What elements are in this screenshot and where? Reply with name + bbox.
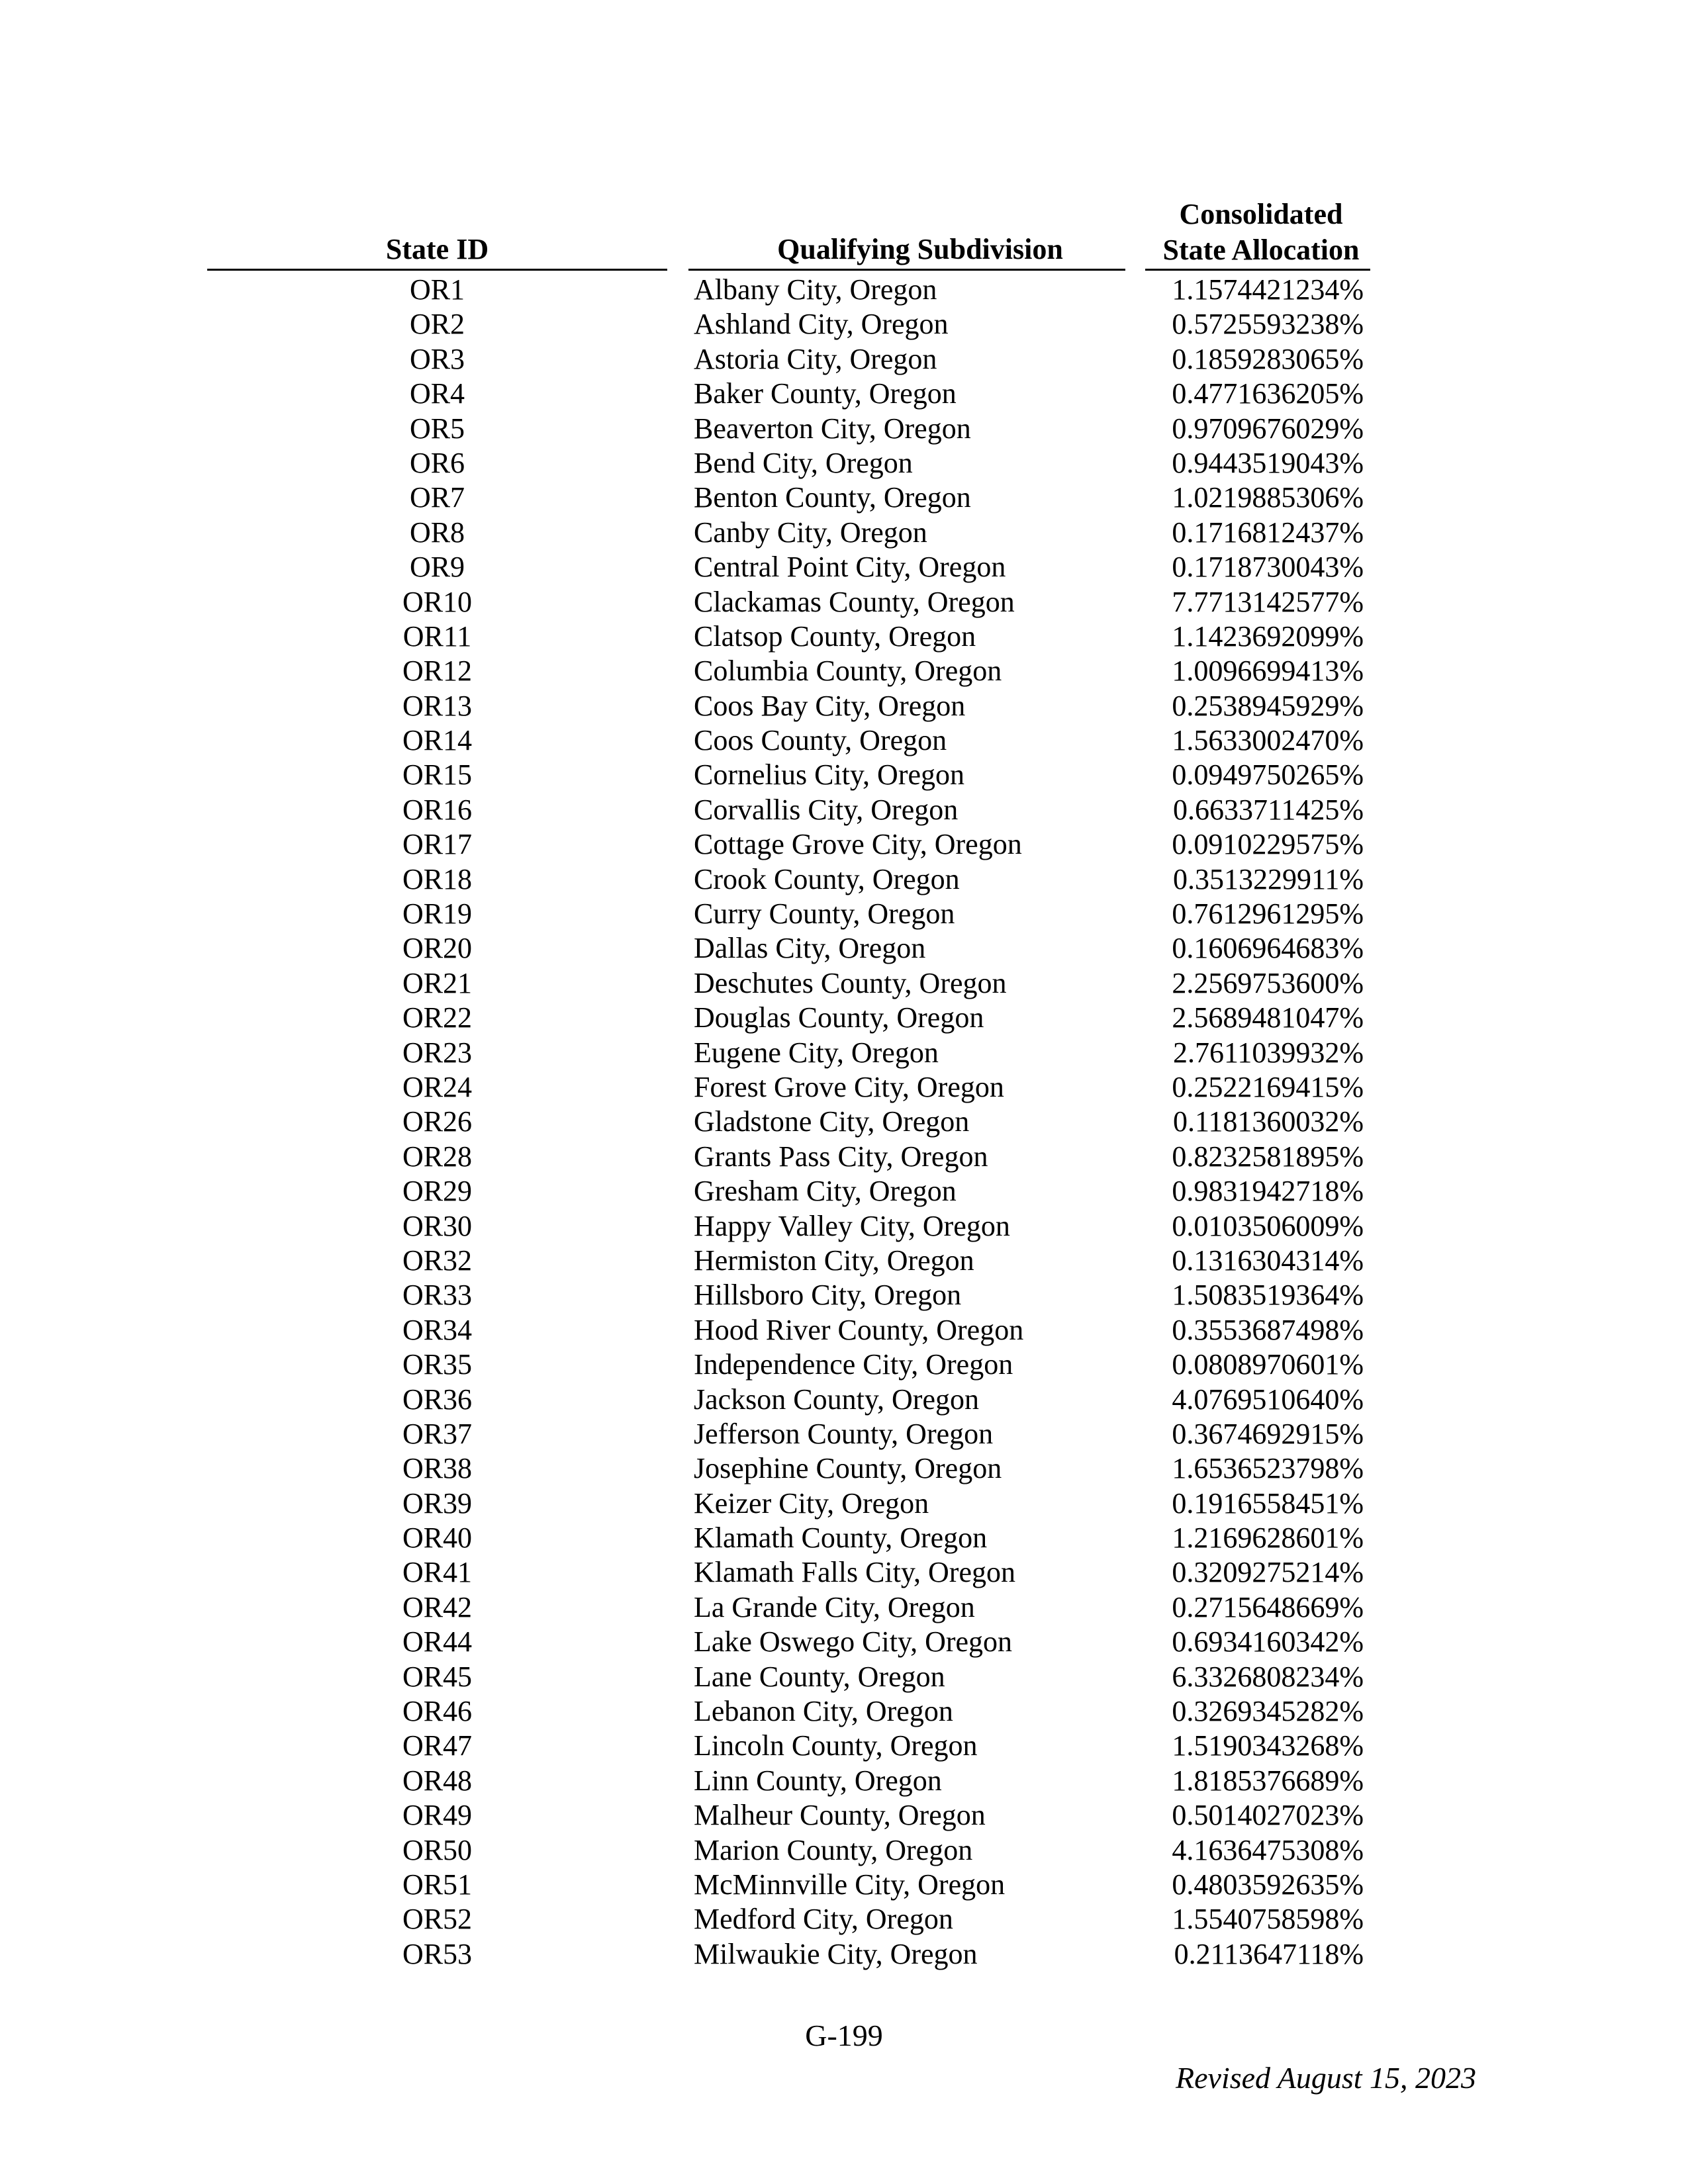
table-row [0, 897, 1688, 931]
subdivision-cell: Eugene City, Oregon [694, 1036, 939, 1069]
allocation-cell: 0.0949750265% [1172, 758, 1364, 792]
subdivision-cell: Klamath County, Oregon [694, 1522, 988, 1555]
table-row [0, 1521, 1688, 1555]
subdivision-cell: Marion County, Oregon [694, 1833, 973, 1866]
state-id-cell: OR32 [402, 1244, 473, 1277]
subdivision-cell: Clackamas County, Oregon [694, 585, 1015, 618]
state-id-cell: OR16 [402, 793, 473, 826]
state-id-cell: OR47 [402, 1729, 473, 1762]
header-state-id: State ID [385, 233, 489, 265]
state-id-cell: OR11 [402, 619, 472, 653]
state-id-cell: OR29 [402, 1175, 473, 1208]
table-row [0, 1902, 1688, 1936]
table-row [0, 1140, 1688, 1174]
allocation-cell: 0.6633711425% [1172, 793, 1364, 826]
subdivision-cell: McMinnville City, Oregon [694, 1868, 1006, 1901]
table-row [0, 273, 1688, 307]
table-row [0, 827, 1688, 862]
allocation-cell: 7.7713142577% [1172, 585, 1364, 618]
allocation-cell: 1.5190343268% [1172, 1729, 1364, 1762]
allocation-cell: 0.1859283065% [1172, 342, 1364, 375]
subdivision-cell: Central Point City, Oregon [694, 551, 1006, 584]
allocation-cell: 1.8185376689% [1172, 1764, 1364, 1797]
subdivision-cell: Happy Valley City, Oregon [694, 1209, 1010, 1242]
allocation-cell: 0.1606964683% [1172, 932, 1364, 965]
subdivision-cell: Gresham City, Oregon [694, 1175, 957, 1208]
table-row [0, 1036, 1688, 1070]
state-id-cell: OR17 [402, 828, 473, 861]
allocation-cell: 0.3513229911% [1172, 862, 1364, 895]
subdivision-cell: Hermiston City, Oregon [694, 1244, 974, 1277]
allocation-cell: 0.4771636205% [1172, 377, 1364, 410]
table-row [0, 1417, 1688, 1451]
allocation-cell: 0.3269345282% [1172, 1695, 1364, 1728]
subdivision-cell: Jackson County, Oregon [694, 1383, 979, 1416]
subdivision-cell: Deschutes County, Oregon [694, 966, 1007, 999]
table-row [0, 1451, 1688, 1486]
state-id-cell: OR36 [402, 1383, 473, 1416]
state-id-cell: OR53 [402, 1937, 473, 1970]
state-id-cell: OR5 [409, 412, 465, 445]
table-row [0, 1625, 1688, 1659]
state-id-cell: OR20 [402, 932, 473, 965]
subdivision-cell: Grants Pass City, Oregon [694, 1140, 988, 1173]
table-row [0, 516, 1688, 550]
allocation-cell: 0.1316304314% [1172, 1244, 1364, 1277]
state-id-cell: OR50 [402, 1833, 473, 1866]
allocation-cell: 0.9709676029% [1172, 412, 1364, 445]
subdivision-cell: Milwaukie City, Oregon [694, 1937, 978, 1970]
table-row [0, 1209, 1688, 1244]
allocation-cell: 2.7611039932% [1172, 1036, 1364, 1069]
allocation-cell: 1.1574421234% [1172, 273, 1364, 306]
allocation-cell: 0.3553687498% [1172, 1313, 1364, 1346]
subdivision-cell: Coos Bay City, Oregon [694, 689, 966, 722]
subdivision-cell: Dallas City, Oregon [694, 932, 926, 965]
table-row [0, 550, 1688, 584]
state-id-cell: OR41 [402, 1556, 473, 1589]
allocation-cell: 0.3209275214% [1172, 1556, 1364, 1589]
subdivision-cell: Cornelius City, Oregon [694, 758, 964, 792]
allocation-cell: 0.2715648669% [1172, 1590, 1364, 1623]
subdivision-cell: Ashland City, Oregon [694, 308, 949, 341]
allocation-cell: 4.0769510640% [1172, 1383, 1364, 1416]
subdivision-cell: Columbia County, Oregon [694, 655, 1002, 688]
state-id-cell: OR30 [402, 1209, 473, 1242]
page-number: G-199 [805, 2019, 883, 2052]
table-row [0, 1070, 1688, 1105]
table-row [0, 446, 1688, 480]
state-id-cell: OR52 [402, 1903, 473, 1936]
subdivision-cell: Lane County, Oregon [694, 1660, 945, 1693]
table-row [0, 966, 1688, 1001]
allocation-cell: 0.1181360032% [1172, 1105, 1364, 1138]
state-id-cell: OR48 [402, 1764, 473, 1797]
table-row [0, 1868, 1688, 1902]
subdivision-cell: Malheur County, Oregon [694, 1799, 986, 1832]
subdivision-cell: Independence City, Oregon [694, 1348, 1013, 1381]
allocation-cell: 1.0219885306% [1172, 481, 1364, 514]
allocation-cell: 1.5633002470% [1172, 724, 1364, 757]
state-id-cell: OR38 [402, 1452, 473, 1485]
table-row [0, 1244, 1688, 1278]
state-id-cell: OR35 [402, 1348, 473, 1381]
subdivision-cell: Hillsboro City, Oregon [694, 1279, 962, 1312]
state-id-cell: OR3 [409, 342, 465, 375]
table-row [0, 480, 1688, 515]
table-row [0, 723, 1688, 758]
state-id-cell: OR39 [402, 1486, 473, 1520]
allocation-cell: 0.9443519043% [1172, 446, 1364, 479]
table-row [0, 585, 1688, 619]
table-row [0, 1383, 1688, 1417]
subdivision-cell: Baker County, Oregon [694, 377, 957, 410]
subdivision-cell: Curry County, Oregon [694, 897, 955, 931]
state-id-cell: OR14 [402, 724, 473, 757]
table-row [0, 1764, 1688, 1798]
header-rule-allocation [1145, 269, 1370, 271]
allocation-cell: 0.8232581895% [1172, 1140, 1364, 1173]
subdivision-cell: Linn County, Oregon [694, 1764, 942, 1797]
state-id-cell: OR9 [409, 551, 465, 584]
table-row [0, 758, 1688, 792]
state-id-cell: OR22 [402, 1001, 473, 1034]
subdivision-cell: Coos County, Oregon [694, 724, 947, 757]
table-row [0, 377, 1688, 411]
state-id-cell: OR21 [402, 966, 473, 999]
state-id-cell: OR4 [409, 377, 465, 410]
state-id-cell: OR49 [402, 1799, 473, 1832]
allocation-cell: 1.0096699413% [1172, 655, 1364, 688]
subdivision-cell: Clatsop County, Oregon [694, 619, 976, 653]
subdivision-cell: Lebanon City, Oregon [694, 1695, 953, 1728]
subdivision-cell: Hood River County, Oregon [694, 1313, 1024, 1346]
allocation-cell: 0.5014027023% [1172, 1799, 1364, 1832]
state-id-cell: OR46 [402, 1695, 473, 1728]
subdivision-cell: Klamath Falls City, Oregon [694, 1556, 1015, 1589]
allocation-cell: 1.1423692099% [1172, 619, 1364, 653]
state-id-cell: OR51 [402, 1868, 473, 1901]
header-allocation-line-1: Consolidated [1179, 198, 1343, 230]
table-row [0, 1798, 1688, 1833]
table-row [0, 1313, 1688, 1347]
table-row [0, 342, 1688, 377]
table-row [0, 1001, 1688, 1035]
subdivision-cell: La Grande City, Oregon [694, 1590, 975, 1623]
allocation-cell: 0.0808970601% [1172, 1348, 1364, 1381]
subdivision-cell: Corvallis City, Oregon [694, 793, 959, 826]
allocation-cell: 0.9831942718% [1172, 1175, 1364, 1208]
allocation-cell: 2.5689481047% [1172, 1001, 1364, 1034]
state-id-cell: OR28 [402, 1140, 473, 1173]
subdivision-cell: Beaverton City, Oregon [694, 412, 971, 445]
state-id-cell: OR15 [402, 758, 473, 792]
allocation-cell: 0.1716812437% [1172, 516, 1364, 549]
header-rule-state-id [207, 269, 667, 271]
table-row [0, 619, 1688, 654]
state-id-cell: OR2 [409, 308, 465, 341]
table-row [0, 793, 1688, 827]
allocation-cell: 1.6536523798% [1172, 1452, 1364, 1485]
subdivision-cell: Crook County, Oregon [694, 862, 960, 895]
allocation-cell: 0.5725593238% [1172, 308, 1364, 341]
state-id-cell: OR6 [409, 446, 465, 479]
allocation-cell: 1.2169628601% [1172, 1522, 1364, 1555]
state-id-cell: OR19 [402, 897, 473, 931]
table-row [0, 1660, 1688, 1694]
table-row [0, 1105, 1688, 1139]
state-id-cell: OR44 [402, 1625, 473, 1659]
table-row [0, 1729, 1688, 1763]
allocation-cell: 1.5540758598% [1172, 1903, 1364, 1936]
allocation-cell: 6.3326808234% [1172, 1660, 1364, 1693]
table-row [0, 412, 1688, 446]
subdivision-cell: Gladstone City, Oregon [694, 1105, 970, 1138]
allocation-table-body [0, 273, 1688, 1972]
subdivision-cell: Lincoln County, Oregon [694, 1729, 978, 1762]
state-id-cell: OR40 [402, 1522, 473, 1555]
state-id-cell: OR12 [402, 655, 473, 688]
state-id-cell: OR34 [402, 1313, 473, 1346]
header-qualifying-subdivision: Qualifying Subdivision [777, 233, 1063, 265]
subdivision-cell: Keizer City, Oregon [694, 1486, 929, 1520]
subdivision-cell: Albany City, Oregon [694, 273, 937, 306]
header-consolidated-state-allocation [1152, 197, 1370, 268]
subdivision-cell: Benton County, Oregon [694, 481, 971, 514]
table-row [0, 1833, 1688, 1868]
table-row [0, 307, 1688, 341]
table-row [0, 654, 1688, 688]
state-id-cell: OR33 [402, 1279, 473, 1312]
allocation-cell: 0.2522169415% [1172, 1070, 1364, 1103]
allocation-cell: 0.2538945929% [1172, 689, 1364, 722]
allocation-cell: 0.0103506009% [1172, 1209, 1364, 1242]
allocation-cell: 0.0910229575% [1172, 828, 1364, 861]
subdivision-cell: Jefferson County, Oregon [694, 1417, 994, 1450]
allocation-cell: 0.2113647118% [1174, 1937, 1364, 1970]
table-row [0, 862, 1688, 897]
subdivision-cell: Medford City, Oregon [694, 1903, 953, 1936]
allocation-cell: 1.5083519364% [1172, 1279, 1364, 1312]
table-row [0, 1590, 1688, 1625]
subdivision-cell: Canby City, Oregon [694, 516, 927, 549]
table-row [0, 1694, 1688, 1729]
state-id-cell: OR13 [402, 689, 473, 722]
subdivision-cell: Forest Grove City, Oregon [694, 1070, 1004, 1103]
allocation-cell: 0.4803592635% [1172, 1868, 1364, 1901]
state-id-cell: OR45 [402, 1660, 473, 1693]
subdivision-cell: Douglas County, Oregon [694, 1001, 984, 1034]
table-row [0, 1486, 1688, 1521]
state-id-cell: OR10 [402, 585, 473, 618]
state-id-cell: OR37 [402, 1417, 473, 1450]
table-row [0, 689, 1688, 723]
subdivision-cell: Lake Oswego City, Oregon [694, 1625, 1013, 1659]
subdivision-cell: Josephine County, Oregon [694, 1452, 1002, 1485]
revision-date: Revised August 15, 2023 [1176, 2061, 1476, 2095]
allocation-cell: 0.7612961295% [1172, 897, 1364, 931]
state-id-cell: OR23 [402, 1036, 473, 1069]
allocation-cell: 0.3674692915% [1172, 1417, 1364, 1450]
table-row [0, 1555, 1688, 1590]
subdivision-cell: Cottage Grove City, Oregon [694, 828, 1022, 861]
allocation-cell: 4.1636475308% [1172, 1833, 1364, 1866]
table-row [0, 931, 1688, 966]
allocation-cell: 0.1916558451% [1172, 1486, 1364, 1520]
subdivision-cell: Astoria City, Oregon [694, 342, 937, 375]
state-id-cell: OR18 [402, 862, 473, 895]
state-id-cell: OR8 [409, 516, 465, 549]
allocation-cell: 0.1718730043% [1172, 551, 1364, 584]
table-row [0, 1174, 1688, 1208]
header-rule-subdivision [688, 269, 1125, 271]
allocation-cell: 2.2569753600% [1172, 966, 1364, 999]
table-row [0, 1278, 1688, 1312]
table-row [0, 1347, 1688, 1382]
state-id-cell: OR26 [402, 1105, 473, 1138]
subdivision-cell: Bend City, Oregon [694, 446, 913, 479]
allocation-cell: 0.6934160342% [1172, 1625, 1364, 1659]
state-id-cell: OR7 [409, 481, 465, 514]
state-id-cell: OR1 [409, 273, 465, 306]
header-allocation-line-2: State Allocation [1162, 234, 1360, 266]
state-id-cell: OR42 [402, 1590, 473, 1623]
table-row [0, 1937, 1688, 1972]
state-id-cell: OR24 [402, 1070, 473, 1103]
